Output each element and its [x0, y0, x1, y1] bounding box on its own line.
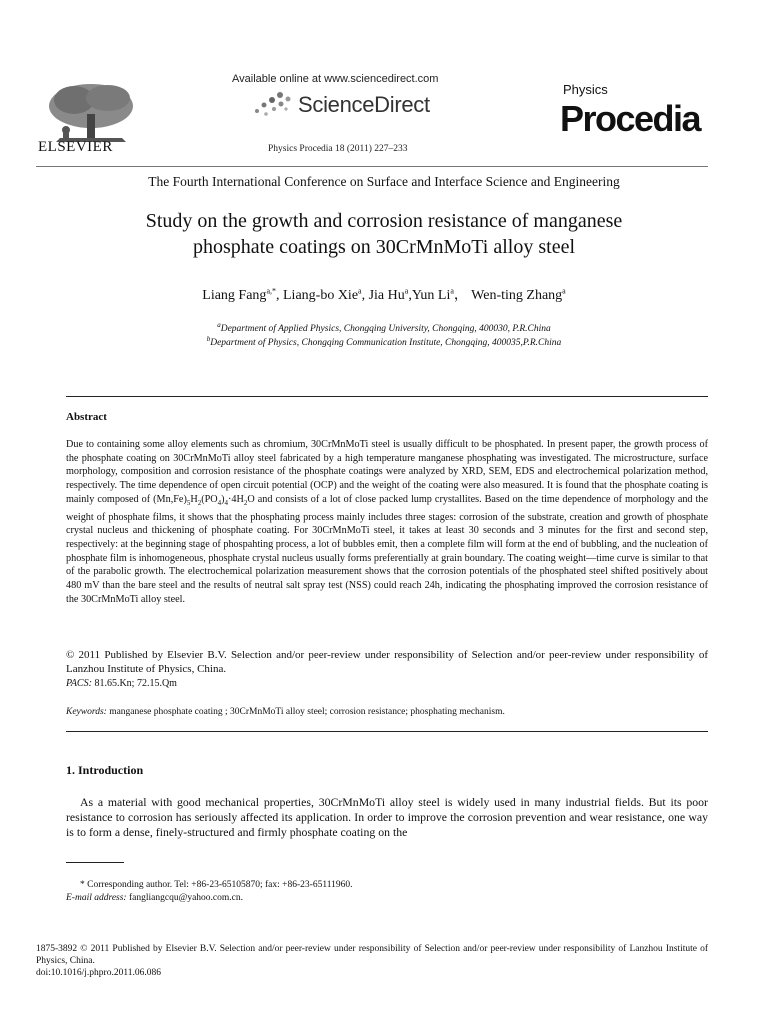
- corresponding-author-footnote: * Corresponding author. Tel: +86-23-65105870; fax: +86-23-65111960.: [80, 880, 353, 890]
- author-name: Wen-ting Zhang: [471, 288, 563, 303]
- subscript: 2: [197, 498, 202, 507]
- author-list: Liang Fang$^{a,*}$, Liang-bo Xie$^a$, Jia Hu$^a$,Yun Li$^a$， Wen-ting Zhang$^a$: [202, 286, 566, 303]
- pacs-value: 81.65.Kn; 72.15.Qm: [91, 678, 177, 689]
- abstract-bottom-rule: [66, 731, 708, 732]
- header-divider: [36, 166, 708, 167]
- conference-name: The Fourth International Conference on Surface and Interface Science and Engineering: [148, 174, 620, 189]
- abstract-heading: Abstract: [66, 411, 107, 423]
- affiliation-b: [0, 335, 768, 348]
- formula-part: H: [190, 493, 198, 505]
- email-label: E-mail address:: [66, 893, 127, 903]
- journal-brand-procedia: Procedia: [560, 98, 701, 139]
- abstract-body: [66, 438, 708, 606]
- author-affiliation-mark: a: [404, 286, 409, 296]
- affiliation-mark: a: [217, 321, 221, 329]
- sciencedirect-wordmark: ScienceDirect: [298, 92, 430, 117]
- affiliation-mark: b: [206, 335, 211, 343]
- subscript: 2: [243, 498, 248, 507]
- pacs-label: PACS:: [66, 678, 92, 689]
- author-name: Liang-bo Xie: [283, 288, 359, 303]
- formula-part: ·4H: [228, 493, 244, 505]
- copyright-notice: © 2011 Published by Elsevier B.V. Selection and/or peer-review under responsibility of Selection and/or peer-review under responsibility of Lanzhou Institute of Physics, China.: [66, 649, 708, 675]
- sciencedirect-dots-icon: [250, 91, 294, 119]
- affiliation-text: Department of Applied Physics, Chongqing University, Chongqing, 400030, P.R.China: [220, 324, 551, 335]
- section-heading-introduction: 1. Introduction: [66, 763, 144, 777]
- subscript: 5: [186, 498, 191, 507]
- paper-title-line-1: Study on the growth and corrosion resistance of manganese: [145, 210, 623, 232]
- formula-part: ): [221, 493, 225, 505]
- keywords-value: manganese phosphate coating ; 30CrMnMoTi alloy steel; corrosion resistance; phosphating mechanism.: [106, 707, 505, 717]
- author-affiliation-mark: a: [450, 286, 454, 296]
- introduction-paragraph: As a material with good mechanical properties, 30CrMnMoTi alloy steel is widely used in many industrial fields. But its poor resistance to corrosion has seriously affected its application. In order to improve the corrosion prevention and wear resistance, one way is to form a dense, finely-structured and firmly phosphate coating on the: [66, 795, 708, 839]
- affiliation-a: [0, 321, 768, 334]
- keywords-label: Keywords:: [66, 707, 107, 717]
- journal-brand-physics: Physics: [563, 82, 608, 97]
- email-footnote: [66, 893, 243, 903]
- page-footer: [36, 943, 708, 979]
- author-name: Jia Hu: [368, 288, 405, 303]
- footer-doi[interactable]: doi:10.1016/j.phpro.2011.06.086: [36, 968, 161, 978]
- paper-title: [60, 208, 708, 260]
- affiliation-text: Department of Physics, Chongqing Communication Institute, Chongqing, 400035,P.R.China: [210, 338, 562, 349]
- subscript: 4: [217, 498, 222, 507]
- journal-citation: Physics Procedia 18 (2011) 227–233: [268, 144, 408, 154]
- abstract-text: Due to containing some alloy elements such as chromium, 30CrMnMoTi steel is usually difficult to be phosphated. In present paper, the growth process of the phosphate coating on 30CrMnMoTi alloy steel fabricated by a high temperature manganese phosphating was investigated. The microstructure, surface morphology, composition and corrosion resistance of the phosphate coatings were analyzed by XRD, SEM, EDS and electrochemical polarization method, respectively. The time dependence of open circuit potential (OCP) and the weight of the coating were also measured. It is found that the phosphate coating is mainly composed of (Mn,Fe): [66, 439, 708, 505]
- author-affiliation-mark: a: [358, 286, 362, 296]
- abstract-text: O and consists of a lot of close packed lump crystallites. Based on the time dependence of morphology and the weight of phosphate films, it shows that the phosphating process mainly includes three stages: corrosion of the substrate, creation and growth of phosphate crystal nucleus and thickening of phosphate coating. For 30CrMnMoTi steel, it takes at least 30 seconds and 3 minutes for the first and second step, respectively: at the beginning stage of phospahting process, a lot of bubbles emit, then a complete film will form at the end of bubbling, and the nucleation of phosphate film is inhomogeneous, phosphate crystal nucleus usually forms preferentially at grain boundary. The coating weight—time curve is similar to that of the parabolic growth. The electrochemical polarization measurement shows that the corrosion potentials of the phosphated steel shifted positively about 480 mV than the bare steel and the results of neutral salt spray test (NSS) could reach 24h, indicating the phosphating improved the corrosion resistance of the 30CrMnMoTi alloy steel.: [66, 493, 708, 605]
- subscript: 4: [224, 498, 229, 507]
- available-online-line[interactable]: Available online at www.sciencedirect.com: [232, 73, 439, 85]
- footnote-rule: [66, 862, 124, 863]
- pacs-codes: [66, 678, 177, 689]
- formula-part: (PO: [201, 493, 218, 505]
- paper-title-line-2: phosphate coatings on 30CrMnMoTi alloy steel: [192, 236, 576, 258]
- footer-copyright: 1875-3892 © 2011 Published by Elsevier B.V. Selection and/or peer-review under responsibility of Selection and/or peer-review under responsibility of Lanzhou Institute of Physics, China.: [36, 944, 708, 966]
- author-name: Liang Fang: [202, 288, 267, 303]
- email-address[interactable]: fangliangcqu@yahoo.com.cn.: [126, 893, 243, 903]
- author-name: Yun Li: [411, 288, 451, 303]
- author-affiliation-mark: a: [562, 286, 566, 296]
- author-affiliation-mark: a,*: [266, 286, 276, 296]
- keywords: [66, 707, 708, 717]
- abstract-top-rule: [66, 396, 708, 397]
- elsevier-wordmark: ELSEVIER: [38, 139, 113, 155]
